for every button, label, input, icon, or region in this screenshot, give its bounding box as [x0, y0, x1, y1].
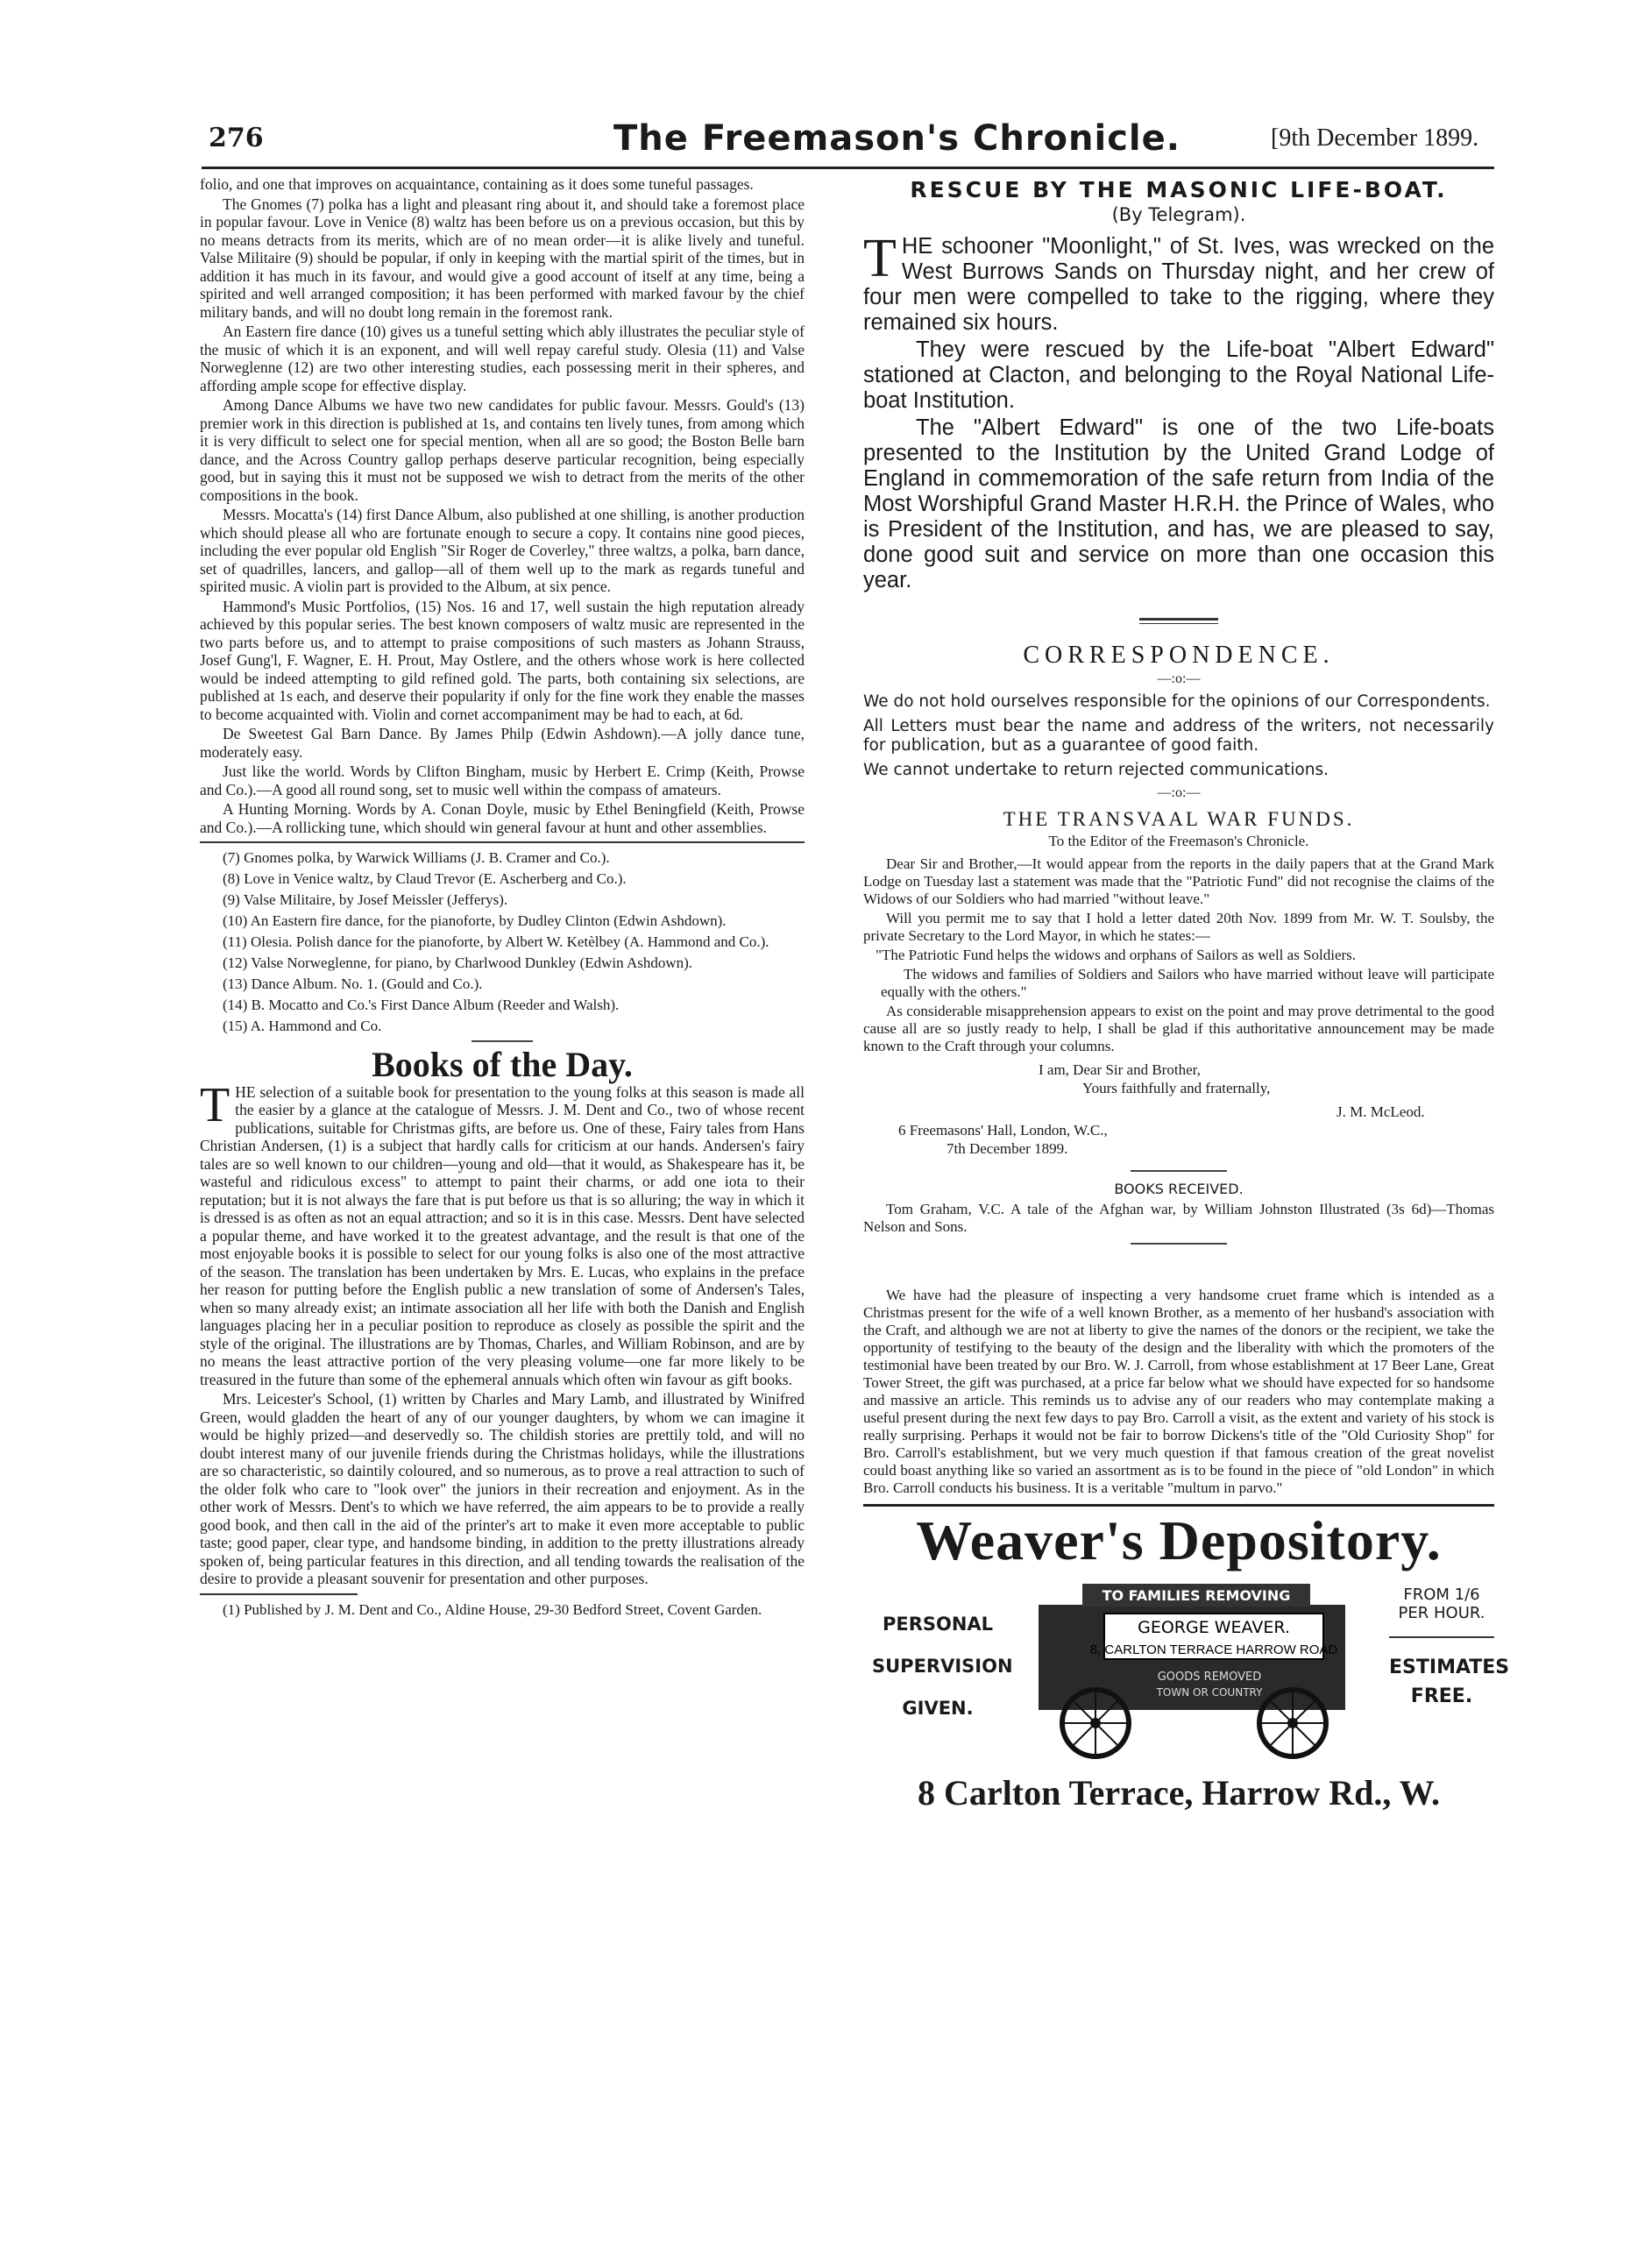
article-paragraph: Hammond's Music Portfolios, (15) Nos. 16 and 17, well sustain the high reputation already achieved by this popular series. The best known composers of waltz music are represented in the two parts before us, and to attempt to praise compositions of such masters as Johann Strauss, Josef Gung'l, F. Wagner, E. H. Prout, May Ostlere, and the others whose work is here collected would be indeed attempting to gild refined gold. The parts, both containing six selections, are published at 1s each, and deserve their popularity if only for the fine work they enable the masses to become acquainted with. Violin and cornet accompaniment may be had to each, at 6d.: [200, 597, 805, 723]
letter-quote: The widows and families of Soldiers and Sailors who have married without leave will participate equally with the others.": [881, 966, 1494, 1000]
letter-recipient: To the Editor of the Freemason's Chronicle.: [1048, 833, 1309, 849]
removal-van-illustration: [1012, 1578, 1380, 1763]
footnotes: [200, 848, 805, 1035]
separator: —:o:—: [1157, 671, 1201, 686]
section-divider: [1131, 1170, 1227, 1172]
footnote: (7) Gnomes polka, by Warwick Williams (J. B. Cramer and Co.).: [223, 849, 610, 866]
article-paragraph: Among Dance Albums we have two new candidates for public favour. Messrs. Gould's (13) premier work in this direction is published at 1s, and contains ten lively tunes, from among which it is very difficult to select one for special mention, when all are so good; the Boston Belle barn dance, and the Across Country gallop perhaps deserve particular recognition, being especially good, but in saying this it must not be supposed we wish to detract from the merits of the other compositions in the book.: [200, 396, 805, 504]
cruet-frame-paragraph: We have had the pleasure of inspecting a very handsome cruet frame which is intended as a Christmas present for the wife of a well known Brother, as a memento of her husband's association with the Craft, and although we are not at liberty to give the names of the donors or the recipient, we take the opportunity of testifying to the beauty of the design and the liberality with which the promoters of the testimonial have been treated by our Bro. W. J. Carroll, from whose establishment at 17 Beer Lane, Great Tower Street, the gift was purchased, at a price far below what we should have expected for so handsome and massive an article. This reminds us to advise any of our readers who may contemplate making a useful present during the next few days to pay Bro. Carroll a visit, as the extent and variety of his stock is really surprising. Perhaps it would not be fair to borrow Dickens's title of the "Old Curiosity Shop" for Bro. Carroll's establishment, but we very much question if that famous creation of the great novelist could boast anything like so varied an assortment as is to be found in the piece of "old London" in which Bro. Carroll conducts his business. It is a veritable "multum in parvo.": [863, 1287, 1494, 1496]
advert-left-line: GIVEN.: [902, 1698, 974, 1719]
drop-cap: T: [863, 229, 897, 288]
publication-title: The Freemason's Chronicle.: [613, 118, 1181, 159]
footnote: (13) Dance Album. No. 1. (Gould and Co.).: [223, 975, 483, 992]
advert-left-line: PERSONAL: [882, 1614, 994, 1635]
separator: —:o:—: [1157, 785, 1201, 800]
letter-yours: Yours faithfully and fraternally,: [1082, 1080, 1271, 1096]
review-item: A Hunting Morning. Words by A. Conan Doyle, music by Ethel Beningfield (Keith, Prowse and Co.).—A rollicking tune, which should win general favour at hunt and other assemblies.: [200, 800, 805, 836]
letter-paragraph: As considerable misapprehension appears to exist on the point and may prove detrimental to the good cause all are so justly ready to help, I shall be glad if this authoritative announcement may be made known to the Craft through your columns.: [863, 1003, 1494, 1054]
letter-close: I am, Dear Sir and Brother,: [1039, 1061, 1201, 1078]
notice: We cannot undertake to return rejected communications.: [863, 761, 1329, 779]
letter-signature: J. M. McLeod.: [1336, 1103, 1425, 1120]
header-rule: [202, 167, 1494, 169]
footnote-rule: [200, 1593, 358, 1595]
rescue-paragraph: The "Albert Edward" is one of the two Life-boats presented to the Institution by the United Grand Lodge of England in commemoration of the safe return from India of the Most Worshipful Grand Master H.R.H. the Prince of Wales, who is President of the Institution, and has, we are pleased to say, done good suit and service on more than one occasion this year.: [863, 415, 1494, 592]
issue-date: [9th December 1899.: [1271, 124, 1479, 152]
advert-price-unit: PER HOUR.: [1398, 1604, 1485, 1622]
advert-left-line: SUPERVISION: [872, 1656, 1013, 1677]
books-footnote: (1) Published by J. M. Dent and Co., Aldine House, 29-30 Bedford Street, Covent Garden.: [223, 1600, 762, 1618]
transvaal-funds-heading: THE TRANSVAAL WAR FUNDS.: [1003, 808, 1355, 830]
section-divider: [471, 1040, 533, 1042]
review-item: Just like the world. Words by Clifton Bingham, music by Herbert E. Crimp (Keith, Prowse and Co.).—A good all round song, set to music well within the compass of amateurs.: [200, 763, 805, 798]
letter-address: 6 Freemasons' Hall, London, W.C.,: [898, 1122, 1108, 1139]
van-address-text: 8, CARLTON TERRACE HARROW ROAD: [1089, 1642, 1338, 1657]
right-column: [863, 175, 1510, 1813]
advert-price: FROM 1/6: [1403, 1586, 1480, 1604]
advert-free: FREE.: [1410, 1685, 1473, 1707]
footnote: (11) Olesia. Polish dance for the pianoforte, by Albert W. Ketèlbey (A. Hammond and Co.).: [223, 933, 769, 950]
page-number: 276: [209, 123, 264, 153]
books-received-entry: Tom Graham, V.C. A tale of the Afghan war, by William Johnston Illustrated (3s 6d)—Thomas Nelson and Sons.: [863, 1201, 1494, 1235]
section-divider: [1131, 1243, 1227, 1245]
letter-body: [863, 855, 1494, 1055]
advert-estimates: ESTIMATES: [1389, 1656, 1510, 1678]
advert-left-text: [872, 1603, 1013, 1729]
weavers-advert: [863, 1504, 1510, 1813]
van-town-text: TOWN OR COUNTRY: [1156, 1686, 1263, 1699]
advert-right-text: [1389, 1586, 1510, 1707]
article-paragraph: The Gnomes (7) polka has a light and pleasant ring about it, and should take a foremost place in popular favour. Love in Venice (8) waltz has been before us on a previous occasion, but this by no means detracts from its merits, which are of no mean order—it is alike lively and tuneful. Valse Militaire (9) should be popular, if only in keeping with the martial spirit of the times, but in addition it has much in its favour, and would give a good account of itself at any time, being a spirited and well arranged composition; it has been performed with marked favour by the chief military bands, and will no doubt long remain in the foremost rank.: [200, 195, 805, 321]
section-divider: [1139, 618, 1218, 621]
books-of-the-day-heading: Books of the Day.: [372, 1045, 633, 1084]
books-paragraph: Mrs. Leicester's School, (1) written by Charles and Mary Lamb, and illustrated by Winifred Green, would gladden the heart of any of our younger daughters, by whom we can imagine it would be highly prized—and deservedly so. The childish stories are prettily told, and will no doubt interest many of our juvenile friends during the Christmas holidays, while the illustrations are so characteristic, so daintily coloured, and so numerous, as to prove a real attraction to such of the older folk who care to "look over" the juniors in their recreation and enjoyment. As in the other work of Messrs. Dent's to which we have referred, the aim appears to be to provide a really good book, and then call in the aid of the printer's art to make it even more acceptable to public taste; good paper, clear type, and handsome binding, in addition to the pretty illustrations already spoken of, being particular features in this direction, and all tending towards the realisation of the desire to provide a pleasant souvenir for presentation and other purposes.: [200, 1390, 805, 1587]
rescue-paragraph: They were rescued by the Life-boat "Albert Edward" stationed at Clacton, and belonging to the Royal National Life-boat Institution.: [863, 337, 1494, 413]
books-received-heading: BOOKS RECEIVED.: [1114, 1181, 1244, 1197]
notice: We do not hold ourselves responsible for the opinions of our Correspondents.: [863, 692, 1491, 711]
footnote: (9) Valse Militaire, by Josef Meissler (Jefferys).: [223, 891, 508, 908]
books-paragraph: THE selection of a suitable book for presentation to the young folks at this season is made all the easier by a glance at the catalogue of Messrs. J. M. Dent and Co., two of whose recent publications, suitable for Christmas gifts, are before us. One of these, Fairy tales from Hans Christian Andersen, (1) is a subject that hardly calls for criticism at our hands. Andersen's fairy tales are so well known to our children—young and old—that it would, as Shakespeare has it, be wasteful and ridiculous excess" to attempt to paint their charms, or add one iota to their reputation; but it is not always the fare that is put before us that is so alluring; the way in which it is dressed is as often as not an equal attraction; and so it is in this case. Messrs. Dent have selected a popular theme, and have worked it to the greatest advantage, and the result is that one of the most enjoyable books it is possible to select for our young folks is also one of the most attractive of the season. The translation has been undertaken by Mrs. E. Lucas, who explains in the preface her reason for putting before the English public a new translation of some of Andersen's Tales, when so many already exist; an intimate association all her life with both the Danish and English languages placing her in a peculiar position to reproduce as closely as possible the spirit and the style of the original. The illustrations are by Thomas, Charles, and William Robinson, and are by no means the least attractive portion of the very pleasing volume—one far more likely to be treasured in the future than some of the ephemeral annuals which often win favour as gift books.: [200, 1077, 805, 1388]
letter-quote: "The Patriotic Fund helps the widows and orphans of Sailors as well as Soldiers.: [876, 947, 1357, 963]
notice: All Letters must bear the name and address of the writers, not necessarily for publication, but as a guarantee of good faith.: [863, 717, 1494, 755]
letter-paragraph: Will you permit me to say that I hold a letter dated 20th Nov. 1899 from Mr. W. T. Soulsby, the private Secretary to the Lord Mayor, in which he states:—: [863, 910, 1494, 944]
rescue-paragraph: THE schooner "Moonlight," of St. Ives, was wrecked on the West Burrows Sands on Thursday night, and her crew of four men were compelled to take to the rigging, where they remained six hours.: [863, 229, 1494, 335]
section-divider: [1139, 623, 1218, 624]
footnote: (14) B. Mocatto and Co.'s First Dance Album (Reeder and Walsh).: [223, 997, 620, 1013]
article-paragraph: Messrs. Mocatta's (14) first Dance Album, also published at one shilling, is another production which should please all who are fortunate enough to secure a copy. It contains nine good pieces, including the ever popular old English "Sir Roger de Coverley," three waltzs, a polka, barn dance, set of quadrilles, lancers, and gallop—all of them well up to the mark as regards tuneful and spirited music. A violin part is provided to the Album, at six pence.: [200, 506, 805, 595]
rescue-article: [863, 229, 1494, 593]
advert-address: 8 Carlton Terrace, Harrow Rd., W.: [918, 1773, 1440, 1813]
van-goods-text: GOODS REMOVED: [1157, 1671, 1262, 1684]
footnote: (8) Love in Venice waltz, by Claud Trevor (E. Ascherberg and Co.).: [223, 870, 627, 887]
letter-paragraph: Dear Sir and Brother,—It would appear from the reports in the daily papers that at the Grand Mark Lodge on Tuesday last a statement was made that the "Patriotic Fund" did not recognise the claims of the Widows of our Soldiers who had married "without leave.": [863, 855, 1494, 907]
footnote: (12) Valse Norweglenne, for piano, by Charlwood Dunkley (Edwin Ashdown).: [223, 954, 693, 971]
article-paragraph: An Eastern fire dance (10) gives us a tuneful setting which ably illustrates the peculiar style of the music of which it is an exponent, and will well repay careful study. Olesia (11) and Valse Norweglenne (12) are two other interesting studies, each possessing merit in their spheres, and affording ample scope for effective display.: [200, 323, 805, 394]
footnote: (15) A. Hammond and Co.: [223, 1018, 382, 1034]
van-name-text: GEORGE WEAVER.: [1138, 1618, 1290, 1637]
drop-cap: T: [200, 1077, 230, 1132]
article-paragraph: folio, and one that improves on acquaintance, containing as it does some tuneful passages.: [200, 175, 754, 193]
van-banner-text: TO FAMILIES REMOVING: [1102, 1587, 1291, 1604]
letter-date: 7th December 1899.: [947, 1140, 1068, 1157]
rescue-subheading: (By Telegram).: [1111, 204, 1246, 225]
rescue-heading: RESCUE BY THE MASONIC LIFE-BOAT.: [910, 177, 1448, 202]
correspondence-heading: CORRESPONDENCE.: [1023, 642, 1335, 669]
review-item: De Sweetest Gal Barn Dance. By James Philp (Edwin Ashdown).—A jolly dance tune, moderately easy.: [200, 725, 805, 761]
advert-rule: [1389, 1636, 1494, 1638]
advert-title: Weaver's Depository.: [916, 1509, 1442, 1571]
footnote-rule: [200, 841, 805, 843]
left-column: [200, 175, 805, 1621]
footnote: (10) An Eastern fire dance, for the pianoforte, by Dudley Clinton (Edwin Ashdown).: [223, 912, 727, 929]
advert-body: [863, 1577, 1510, 1765]
